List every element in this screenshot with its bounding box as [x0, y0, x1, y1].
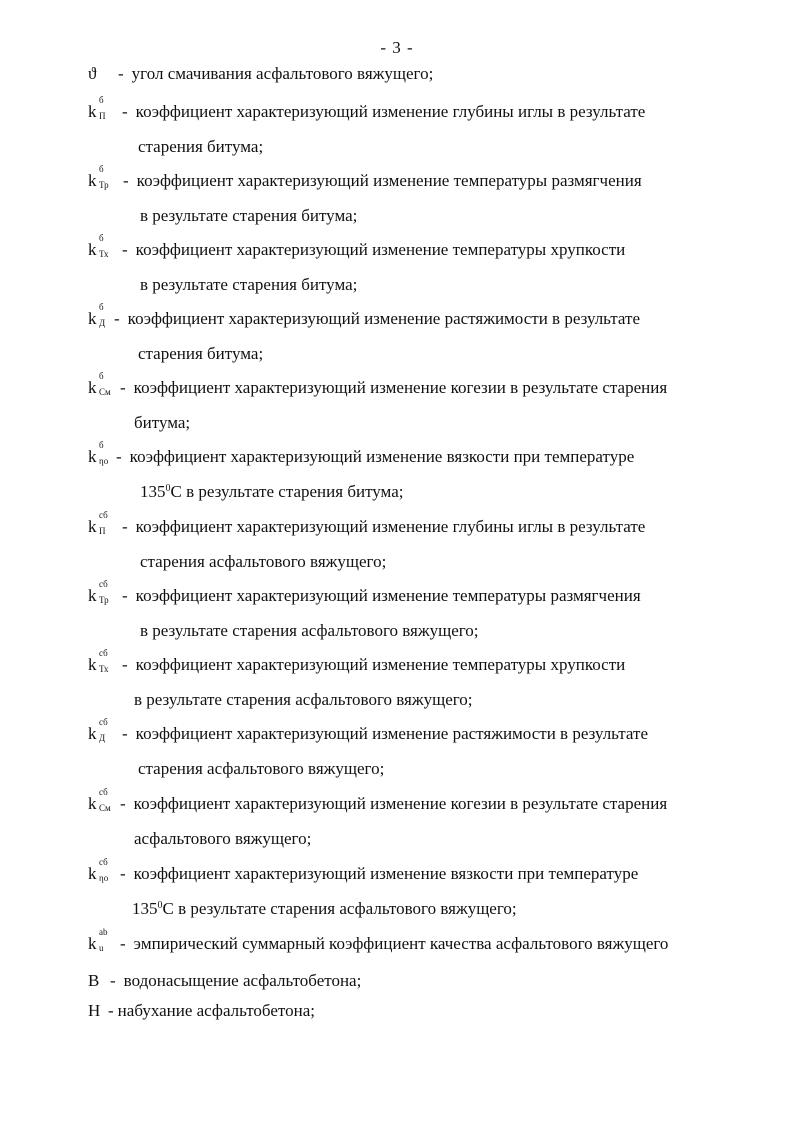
definition-continuation: битума;	[134, 413, 191, 432]
symbol: k б Тх	[88, 233, 109, 259]
symbol: k сб ηο	[88, 857, 109, 883]
definition-continuation: старения битума;	[138, 137, 264, 156]
symbol: k сб См	[88, 787, 111, 813]
definition-text: - коэффициент характеризующий изменение когезии в результате старения	[120, 378, 668, 397]
definition-continuation: старения асфальтового вяжущего;	[138, 759, 385, 778]
definition-continuation: в результате старения битума;	[140, 206, 358, 225]
definition-text: - набухание асфальтобетона;	[108, 1001, 315, 1020]
symbol: k сб Тр	[88, 579, 109, 605]
definition-continuation: асфальтового вяжущего;	[134, 829, 312, 848]
symbol: k б Д	[88, 302, 106, 328]
symbol: ϑ	[88, 64, 97, 83]
symbol: В	[88, 971, 100, 990]
symbol: k б Тр	[88, 164, 109, 190]
symbol: k ab u	[88, 927, 108, 953]
page-number: - 3 -	[380, 38, 414, 57]
definition-text: - коэффициент характеризующий изменение температуры хрупкости	[122, 240, 626, 259]
definition-text: - коэффициент характеризующий изменение растяжимости в результате	[114, 309, 641, 328]
definition-text: - коэффициент характеризующий изменение температуры хрупкости	[122, 655, 626, 674]
symbol: k б См	[88, 371, 111, 397]
definition-text: - коэффициент характеризующий изменение глубины иглы в результате	[122, 517, 646, 536]
definition-text: - коэффициент характеризующий изменение когезии в результате старения	[120, 794, 668, 813]
definition-text: - коэффициент характеризующий изменение растяжимости в результате	[122, 724, 649, 743]
definition-text: - коэффициент характеризующий изменение вязкости при температуре	[116, 447, 635, 466]
symbol: Н	[88, 1001, 101, 1020]
symbol: k б ηο	[88, 440, 109, 466]
symbol: k б П	[88, 95, 106, 121]
symbol: k сб Тх	[88, 648, 109, 674]
definition-continuation: в результате старения асфальтового вяжущего;	[140, 621, 479, 640]
definition-continuation: старения асфальтового вяжущего;	[140, 552, 387, 571]
symbol: k сб Д	[88, 717, 108, 743]
definition-continuation: в результате старения асфальтового вяжущего;	[134, 690, 473, 709]
definition-text: - водонасыщение асфальтобетона;	[110, 971, 362, 990]
definition-text: - коэффициент характеризующий изменение глубины иглы в результате	[122, 102, 646, 121]
symbol: k сб П	[88, 510, 108, 536]
definition-continuation: в результате старения битума;	[140, 275, 358, 294]
definition-text: - угол смачивания асфальтового вяжущего;	[118, 64, 434, 83]
definition-text: - коэффициент характеризующий изменение температуры размягчения	[122, 586, 641, 605]
definition-continuation: старения битума;	[138, 344, 264, 363]
definition-text: - эмпирический суммарный коэффициент качества асфальтового вяжущего	[120, 934, 669, 953]
definition-continuation: $135^0С$ в результате старения асфальтового вяжущего;	[132, 899, 517, 918]
definition-text: - коэффициент характеризующий изменение температуры размягчения	[123, 171, 642, 190]
definition-text: - коэффициент характеризующий изменение вязкости при температуре	[120, 864, 639, 883]
definition-continuation: $135^0С$ в результате старения битума;	[140, 482, 404, 501]
